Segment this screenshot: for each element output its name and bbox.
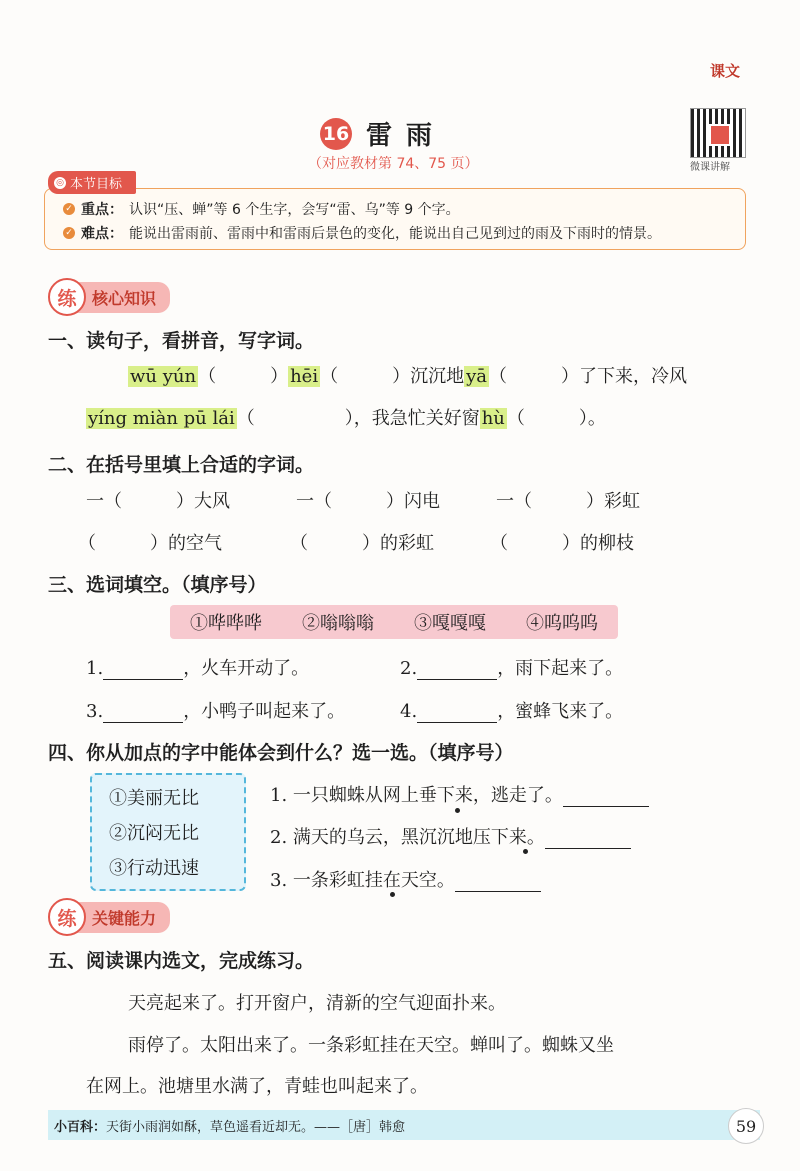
lesson-title-group	[320, 115, 446, 152]
qr-code[interactable]	[690, 108, 746, 158]
sentence-text: 2. 满天的乌云，黑沉沉地压下来。	[270, 827, 545, 848]
q2-item[interactable]: 一（ ）大风	[86, 491, 230, 512]
goals-tag-label: 本节目标	[70, 177, 123, 192]
choice: ②沉闷无比	[109, 823, 199, 844]
item-number: 2.	[400, 658, 418, 679]
answer-slot[interactable]: （ ）	[198, 366, 289, 387]
item-text: ，火车开动了。	[183, 658, 310, 679]
lesson-number: 16	[320, 118, 352, 150]
target-icon: ◎	[54, 177, 66, 189]
q3-item	[400, 654, 623, 680]
q3-title: 三、选词填空。（填序号）	[48, 574, 267, 596]
section-label: 课文	[709, 62, 740, 80]
item-text: ，小鸭子叫起来了。	[183, 701, 346, 722]
goal-text: 认识“压、蝉”等 6 个生字，会写“雷、乌”等 9 个字。	[129, 202, 460, 218]
page-number: 59	[728, 1108, 764, 1144]
practice-badge: 练	[48, 278, 86, 316]
pinyin: hù	[481, 408, 505, 429]
option: ③嘎嘎嘎	[414, 613, 486, 634]
q2-item[interactable]: （ ）的彩虹	[290, 533, 434, 554]
pinyin: yā	[466, 366, 487, 387]
answer-slot[interactable]: （ ）。	[506, 408, 606, 429]
sentence-text: 3. 一条彩虹挂在天空。	[270, 870, 455, 891]
q3-options	[170, 605, 618, 639]
option: ①哗哗哗	[190, 613, 262, 634]
answer-blank[interactable]	[417, 704, 497, 723]
footer-text: 天街小雨润如酥，草色遥看近却无。——［唐］韩愈	[106, 1119, 406, 1135]
pinyin: wū yún	[130, 366, 197, 387]
choice: ③行动迅速	[109, 858, 199, 879]
reading-paragraph: 在网上。池塘里水满了，青蛙也叫起来了。	[86, 1076, 428, 1097]
footer-tip-bar	[48, 1110, 760, 1140]
answer-blank[interactable]	[103, 704, 183, 723]
answer-slot[interactable]: （ ）沉沉地	[320, 366, 465, 387]
item-number: 1.	[86, 658, 104, 679]
emphasis-dot	[523, 849, 528, 854]
q4-choice-box	[90, 773, 246, 891]
reading-paragraph: 天亮起来了。打开窗户，清新的空气迎面扑来。	[128, 993, 506, 1014]
answer-blank[interactable]	[417, 661, 497, 680]
check-icon: ✓	[63, 227, 75, 239]
qr-play-icon	[709, 124, 731, 146]
answer-blank[interactable]	[103, 661, 183, 680]
item-number: 3.	[86, 701, 104, 722]
answer-slot[interactable]: （ ）了下来，冷风	[489, 366, 687, 387]
pinyin: yíng miàn pū lái	[88, 408, 235, 429]
answer-blank[interactable]	[455, 873, 541, 892]
q2-item[interactable]: （ ）的柳枝	[490, 533, 634, 554]
emphasis-dot	[390, 892, 395, 897]
q1-line1	[128, 362, 687, 388]
q3-item	[86, 697, 345, 723]
q4-title: 四、你从加点的字中能体会到什么？选一选。（填序号）	[48, 742, 514, 764]
answer-slot[interactable]: （ ），我急忙关好窗	[236, 408, 480, 429]
q1-line2	[86, 404, 606, 430]
q5-title: 五、阅读课内选文，完成练习。	[48, 950, 315, 972]
lesson-title: 雷雨	[366, 121, 447, 151]
q1-title: 一、读句子，看拼音，写字词。	[48, 330, 315, 352]
item-text: ，雨下起来了。	[497, 658, 624, 679]
item-text: ，蜜蜂飞来了。	[497, 701, 624, 722]
option: ②嗡嗡嗡	[302, 613, 374, 634]
q2-item[interactable]: （ ）的空气	[78, 533, 222, 554]
pinyin: hēi	[290, 366, 319, 387]
practice-core-tag	[48, 278, 170, 316]
answer-blank[interactable]	[563, 788, 649, 807]
item-number: 4.	[400, 701, 418, 722]
goal-label: 难点：	[81, 226, 123, 242]
q4-sentence	[270, 781, 649, 807]
reading-paragraph: 雨停了。太阳出来了。一条彩虹挂在天空。蝉叫了。蜘蛛又坐	[128, 1035, 614, 1056]
practice-key-tag	[48, 898, 170, 936]
goal-text: 能说出雷雨前、雷雨中和雷雨后景色的变化，能说出自己见到过的雨及下雨时的情景。	[129, 226, 661, 242]
practice-badge: 练	[48, 898, 86, 936]
goals-box	[44, 188, 746, 250]
practice-label: 核心知识	[76, 282, 170, 313]
q4-sentence	[270, 823, 631, 849]
lesson-subtitle: （对应教材第 74、75 页）	[308, 156, 479, 172]
q2-title: 二、在括号里填上合适的字词。	[48, 454, 315, 476]
answer-blank[interactable]	[545, 830, 631, 849]
q3-item	[400, 697, 623, 723]
footer-key: 小百科：	[54, 1119, 107, 1135]
emphasis-dot	[455, 808, 460, 813]
q4-sentence	[270, 866, 541, 892]
goal-label: 重点：	[81, 202, 123, 218]
q3-item	[86, 654, 309, 680]
goal-key-point	[63, 199, 460, 219]
q2-item[interactable]: 一（ ）闪电	[296, 491, 440, 512]
goals-tag	[48, 171, 136, 194]
goal-difficult-point	[63, 223, 661, 243]
sentence-text: 1. 一只蜘蛛从网上垂下来，逃走了。	[270, 785, 563, 806]
check-icon: ✓	[63, 203, 75, 215]
practice-label: 关键能力	[76, 902, 170, 933]
option: ④呜呜呜	[526, 613, 598, 634]
q2-item[interactable]: 一（ ）彩虹	[496, 491, 640, 512]
choice: ①美丽无比	[109, 788, 199, 809]
qr-caption: 微课讲解	[690, 162, 730, 173]
